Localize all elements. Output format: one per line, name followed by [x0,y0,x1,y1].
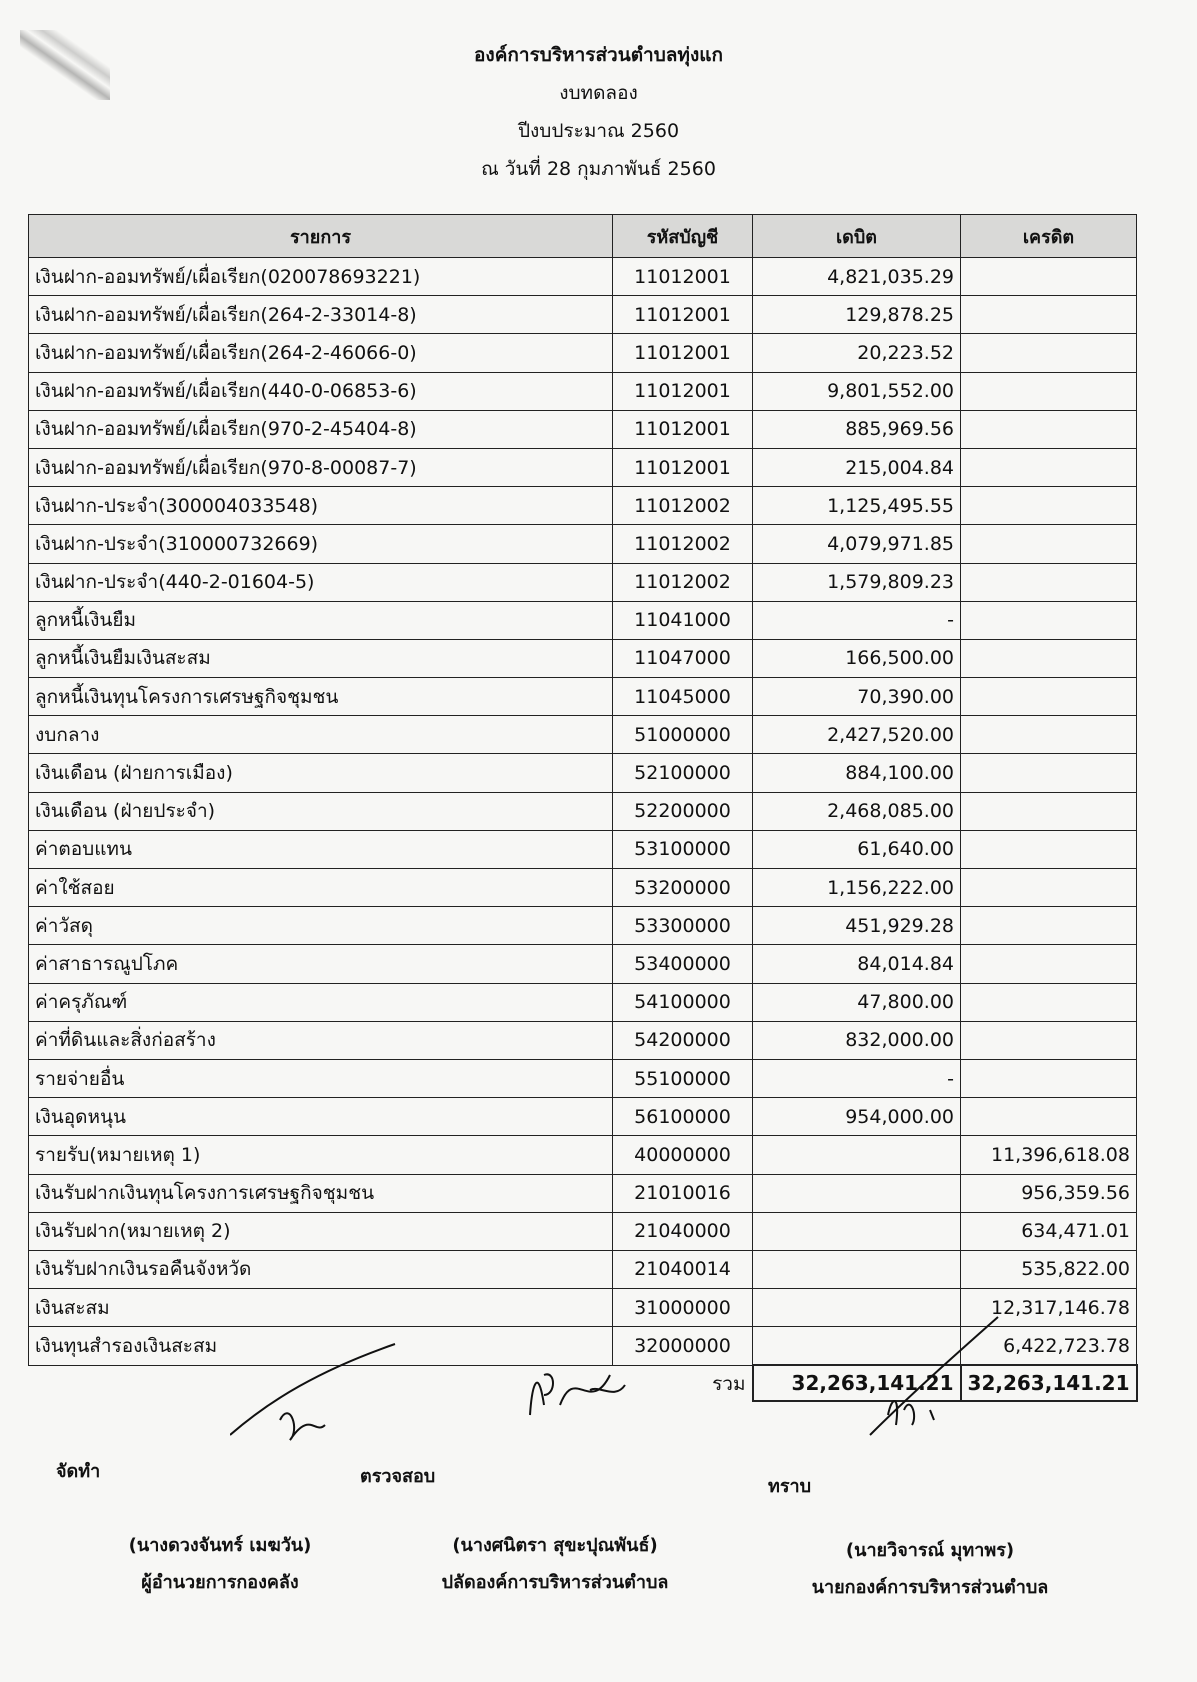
table-row [29,410,1137,448]
row-debit: 4,821,035.29 [753,258,961,296]
row-code: 52100000 [613,754,753,792]
row-code: 53300000 [613,907,753,945]
table-row [29,487,1137,525]
row-debit: 129,878.25 [753,296,961,334]
row-debit: 2,468,085.00 [753,792,961,830]
table-row [29,1212,1137,1250]
total-credit: 32,263,141.21 [961,1365,1137,1401]
trial-balance-table [28,214,1138,1402]
row-item: ค่าสาธารณูปโภค [29,945,613,983]
row-item: เงินเดือน (ฝ่ายประจำ) [29,792,613,830]
row-code: 55100000 [613,1059,753,1097]
row-debit: 47,800.00 [753,983,961,1021]
header-item: รายการ [29,215,613,258]
row-code: 21040000 [613,1212,753,1250]
table-row [29,258,1137,296]
row-item: ค่าใช้สอย [29,869,613,907]
row-debit: 61,640.00 [753,830,961,868]
checked-name: (นางศนิตรา สุขะปุณพันธ์) [452,1535,658,1556]
row-credit [961,487,1137,525]
row-credit: 6,422,723.78 [961,1327,1137,1366]
row-item: ค่าที่ดินและสิ่งก่อสร้าง [29,1021,613,1059]
table-row [29,1059,1137,1097]
row-credit [961,792,1137,830]
row-code: 53100000 [613,830,753,868]
row-credit: 956,359.56 [961,1174,1137,1212]
row-code: 11012001 [613,448,753,486]
row-credit [961,678,1137,716]
row-item: เงินฝาก-ออมทรัพย์/เผื่อเรียก(020078693221) [29,258,613,296]
table-row [29,869,1137,907]
row-debit: 4,079,971.85 [753,525,961,563]
table-row [29,296,1137,334]
row-code: 11012001 [613,296,753,334]
row-item: เงินรับฝากเงินรอคืนจังหวัด [29,1250,613,1288]
row-debit: 215,004.84 [753,448,961,486]
checked-position: ปลัดองค์การบริหารส่วนตำบล [441,1572,669,1593]
table-row [29,792,1137,830]
table-row [29,1250,1137,1288]
table-row [29,678,1137,716]
row-credit [961,754,1137,792]
row-debit: 1,156,222.00 [753,869,961,907]
role-prepared-label: จัดทำ [56,1461,101,1482]
row-debit: 884,100.00 [753,754,961,792]
row-item: เงินฝาก-ออมทรัพย์/เผื่อเรียก(970-2-45404-8) [29,410,613,448]
row-debit: 451,929.28 [753,907,961,945]
table-row [29,448,1137,486]
row-credit [961,716,1137,754]
table-row [29,563,1137,601]
row-credit [961,1098,1137,1136]
row-code: 11045000 [613,678,753,716]
signature-checked-role-block [360,1461,435,1490]
document-title: งบทดลอง [559,82,638,104]
table-row [29,830,1137,868]
row-code: 32000000 [613,1327,753,1366]
signature-prepared-role-block [56,1456,100,1485]
row-item: เงินรับฝาก(หมายเหตุ 2) [29,1212,613,1250]
table-row [29,1174,1137,1212]
row-item: เงินฝาก-ออมทรัพย์/เผื่อเรียก(440-0-06853-6) [29,372,613,410]
row-credit [961,601,1137,639]
row-debit: 1,125,495.55 [753,487,961,525]
row-code: 11012001 [613,410,753,448]
table-row [29,601,1137,639]
total-label: รวม [712,1372,746,1395]
row-credit [961,334,1137,372]
document-header [0,36,1197,188]
row-code: 11041000 [613,601,753,639]
role-checked-label: ตรวจสอบ [360,1466,436,1487]
table-row [29,1098,1137,1136]
row-item: เงินฝาก-ประจำ(310000732669) [29,525,613,563]
row-debit [753,1174,961,1212]
row-item: เงินรับฝากเงินทุนโครงการเศรษฐกิจชุมชน [29,1174,613,1212]
row-debit: 84,014.84 [753,945,961,983]
row-credit: 634,471.01 [961,1212,1137,1250]
signature-acknowledged-scribble [860,1315,1000,1445]
row-item: ค่าตอบแทน [29,830,613,868]
row-debit [753,1136,961,1174]
row-credit [961,1021,1137,1059]
row-debit: 1,579,809.23 [753,563,961,601]
row-credit [961,869,1137,907]
row-item: เงินฝาก-ออมทรัพย์/เผื่อเรียก(264-2-33014-8) [29,296,613,334]
header-credit: เครดิต [961,215,1137,258]
row-code: 54100000 [613,983,753,1021]
row-item: เงินเดือน (ฝ่ายการเมือง) [29,754,613,792]
row-credit [961,830,1137,868]
row-item: เงินฝาก-ประจำ(300004033548) [29,487,613,525]
prepared-position: ผู้อำนวยการกองคลัง [141,1572,299,1593]
row-credit [961,639,1137,677]
row-credit [961,983,1137,1021]
row-debit: 9,801,552.00 [753,372,961,410]
row-debit [753,1212,961,1250]
row-credit [961,1059,1137,1097]
signature-prepared [90,1530,350,1596]
total-debit: 32,263,141.21 [753,1365,961,1401]
row-item: เงินฝาก-ประจำ(440-2-01604-5) [29,563,613,601]
row-code: 11012001 [613,334,753,372]
signature-checked-scribble [520,1355,630,1425]
row-code: 53400000 [613,945,753,983]
row-debit: 885,969.56 [753,410,961,448]
row-item: ลูกหนี้เงินยืมเงินสะสม [29,639,613,677]
table-header-row [29,215,1137,258]
table-row [29,716,1137,754]
row-item: งบกลาง [29,716,613,754]
row-code: 11012002 [613,525,753,563]
signature-checked [405,1530,705,1596]
header-debit: เดบิต [753,215,961,258]
row-item: เงินสะสม [29,1289,613,1327]
row-credit [961,945,1137,983]
row-item: รายจ่ายอื่น [29,1059,613,1097]
row-credit [961,410,1137,448]
table-row [29,372,1137,410]
row-code: 11047000 [613,639,753,677]
row-item: ค่าครุภัณฑ์ [29,983,613,1021]
row-code: 11012002 [613,487,753,525]
table-row [29,639,1137,677]
acknowledged-name: (นายวิจารณ์ มุทาพร) [845,1540,1015,1561]
table-row [29,334,1137,372]
row-code: 40000000 [613,1136,753,1174]
acknowledged-position: นายกองค์การบริหารส่วนตำบล [811,1577,1049,1598]
row-debit: 2,427,520.00 [753,716,961,754]
row-credit: 535,822.00 [961,1250,1137,1288]
row-code: 11012002 [613,563,753,601]
table-row [29,945,1137,983]
signature-acknowledged [780,1535,1080,1601]
row-code: 54200000 [613,1021,753,1059]
row-credit: 11,396,618.08 [961,1136,1137,1174]
row-item: รายรับ(หมายเหตุ 1) [29,1136,613,1174]
table-row [29,525,1137,563]
row-code: 21010016 [613,1174,753,1212]
row-debit: 70,390.00 [753,678,961,716]
row-item: เงินอุดหนุน [29,1098,613,1136]
fiscal-year: ปีงบประมาณ 2560 [517,120,680,142]
role-acknowledged-label: ทราบ [768,1476,812,1497]
table-row [29,907,1137,945]
table-body [29,258,1137,1366]
row-code: 53200000 [613,869,753,907]
table-row [29,1021,1137,1059]
signature-acknowledged-role-block [768,1471,811,1500]
row-debit: 832,000.00 [753,1021,961,1059]
row-code: 31000000 [613,1289,753,1327]
row-code: 11012001 [613,258,753,296]
row-item: เงินฝาก-ออมทรัพย์/เผื่อเรียก(970-8-00087-7) [29,448,613,486]
row-code: 21040014 [613,1250,753,1288]
row-credit [961,296,1137,334]
table-row [29,1136,1137,1174]
as-of-date: ณ วันที่ 28 กุมภาพันธ์ 2560 [481,158,716,180]
row-item: เงินทุนสำรองเงินสะสม [29,1327,613,1366]
row-code: 56100000 [613,1098,753,1136]
row-credit [961,448,1137,486]
row-debit: 166,500.00 [753,639,961,677]
row-credit [961,372,1137,410]
row-debit [753,1250,961,1288]
row-credit [961,258,1137,296]
row-item: ค่าวัสดุ [29,907,613,945]
header-code: รหัสบัญชี [613,215,753,258]
row-debit: - [753,601,961,639]
row-item: ลูกหนี้เงินยืม [29,601,613,639]
signature-prepared-scribble [230,1340,400,1450]
organization-name: องค์การบริหารส่วนตำบลทุ่งแก [474,44,723,66]
prepared-name: (นางดวงจันทร์ เมฆวัน) [128,1535,312,1556]
row-debit: - [753,1059,961,1097]
row-item: เงินฝาก-ออมทรัพย์/เผื่อเรียก(264-2-46066-0) [29,334,613,372]
row-credit [961,525,1137,563]
row-debit: 20,223.52 [753,334,961,372]
table-row [29,754,1137,792]
row-code: 11012001 [613,372,753,410]
row-credit [961,907,1137,945]
row-code: 51000000 [613,716,753,754]
row-credit: 12,317,146.78 [961,1289,1137,1327]
row-code: 52200000 [613,792,753,830]
row-debit: 954,000.00 [753,1098,961,1136]
row-credit [961,563,1137,601]
table-row [29,983,1137,1021]
row-item: ลูกหนี้เงินทุนโครงการเศรษฐกิจชุมชน [29,678,613,716]
